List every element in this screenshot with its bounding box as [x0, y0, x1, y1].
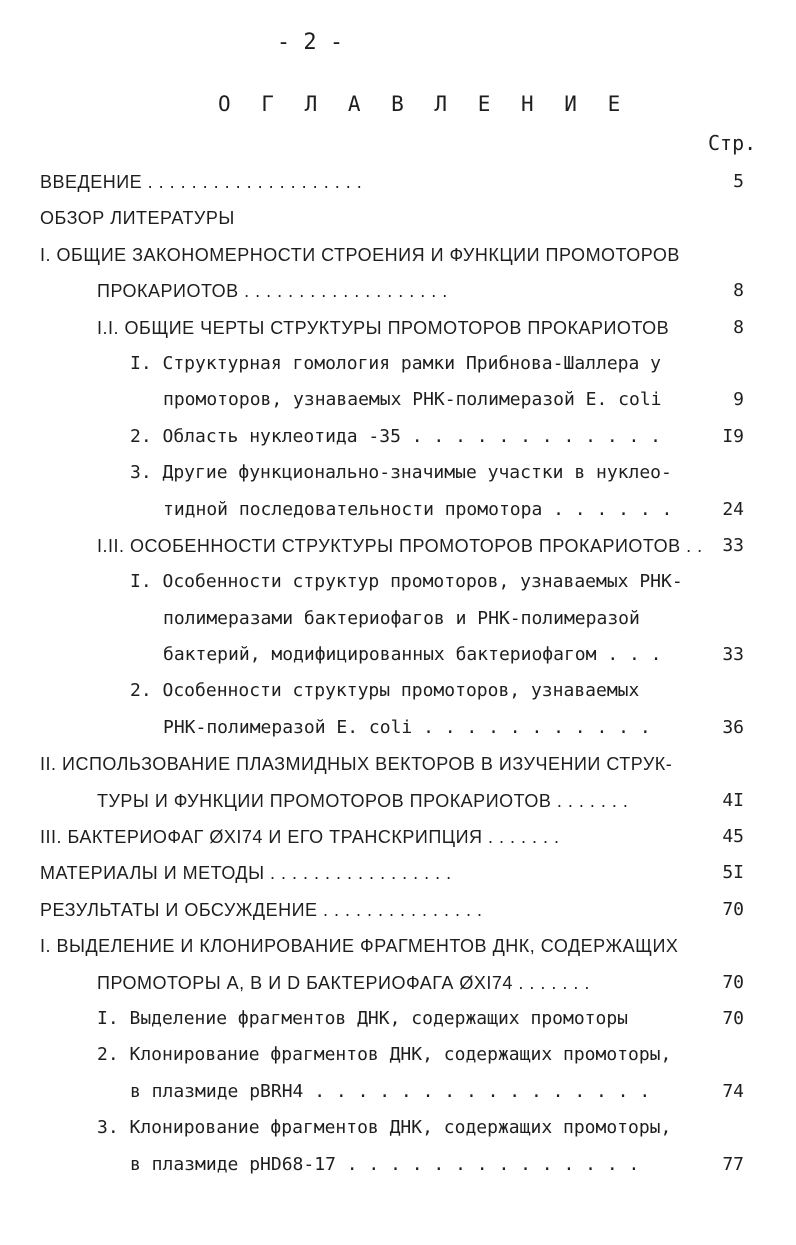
toc-entry-text: 2. Область нуклеотида -35 . . . . . . . . . . . .	[130, 425, 662, 447]
toc-entry-text: I. Структурная гомология рамки Прибнова-Шаллера у	[130, 352, 662, 374]
toc-entry	[0, 637, 796, 673]
toc-entry	[0, 710, 796, 746]
toc-entry-text: III. БАКТЕРИОФАГ ØXI74 И ЕГО ТРАНСКРИПЦИЯ . . . . . . .	[40, 827, 560, 848]
toc-entry-text: ПРОМОТОРЫ A, B И D БАКТЕРИОФАГА ØXI74 . . . . . . .	[97, 972, 590, 993]
toc-entry	[0, 892, 796, 928]
toc-entry-page: 70	[722, 898, 744, 920]
toc-entry-text: I.II. ОСОБЕННОСТИ СТРУКТУРЫ ПРОМОТОРОВ ПРОКАРИОТОВ . .	[97, 535, 703, 556]
toc-entry	[0, 601, 796, 637]
toc-entry	[0, 1147, 796, 1183]
toc-entry-page: 5I	[722, 862, 744, 884]
toc-entry-page: 45	[722, 826, 744, 848]
toc-entry-page: 8	[733, 316, 744, 338]
toc-entry-text: I. Особенности структур промоторов, узнаваемых РНК-	[130, 571, 683, 593]
toc-entry-text: 2. Клонирование фрагментов ДНК, содержащих промоторы,	[97, 1044, 672, 1066]
toc-entry	[0, 237, 796, 273]
toc-entry	[0, 310, 796, 346]
toc-entry-text: РНК-полимеразой E. coli . . . . . . . . . . .	[163, 716, 651, 738]
toc-entry	[0, 673, 796, 709]
toc-entry-text: ТУРЫ И ФУНКЦИИ ПРОМОТОРОВ ПРОКАРИОТОВ . . . . . . .	[97, 790, 629, 811]
toc-entry-text: РЕЗУЛЬТАТЫ И ОБСУЖДЕНИЕ . . . . . . . . . . . . . . .	[40, 899, 483, 920]
toc-entry	[0, 783, 796, 819]
toc-entry	[0, 1074, 796, 1110]
toc-entry	[0, 746, 796, 782]
page-column-label: Стр.	[708, 131, 757, 155]
toc-entry-text: ВВЕДЕНИЕ . . . . . . . . . . . . . . . . . . . .	[40, 172, 363, 192]
toc-entry	[0, 528, 796, 564]
toc-entry	[0, 455, 796, 491]
toc-entry	[0, 564, 796, 600]
toc-entry-page: 9	[733, 389, 744, 411]
toc-entry-text: I. Выделение фрагментов ДНК, содержащих промоторы	[97, 1007, 629, 1029]
toc-entry-text: 3. Другие функционально-значимые участки в нуклео-	[130, 462, 672, 484]
toc-entry-page: 33	[722, 644, 744, 666]
toc-entry-page: 36	[722, 716, 744, 738]
toc-entry	[0, 928, 796, 964]
toc-entry-text: промоторов, узнаваемых РНК-полимеразой E. coli	[163, 389, 662, 411]
toc-entry-page: 33	[722, 534, 744, 556]
toc-entry-page: 70	[722, 1007, 744, 1029]
toc-entry-page: I9	[722, 425, 744, 447]
toc-entry-page: 70	[722, 971, 744, 993]
toc-entry	[0, 855, 796, 891]
toc-entry	[0, 346, 796, 382]
toc-entry-text: полимеразами бактериофагов и РНК-полимеразой	[163, 607, 640, 629]
toc-entry-page: 77	[722, 1153, 744, 1175]
toc-entry	[0, 200, 796, 236]
toc-entry-page: 4I	[722, 789, 744, 811]
toc-entry	[0, 419, 796, 455]
toc-entry-text: ОБЗОР ЛИТЕРАТУРЫ	[40, 208, 235, 229]
toc-entry-text: МАТЕРИАЛЫ И МЕТОДЫ . . . . . . . . . . . . . . . . .	[40, 863, 452, 884]
toc-entry-text: в плазмиде pBRH4 . . . . . . . . . . . . . . . .	[130, 1080, 651, 1102]
toc-entry-page: 5	[733, 171, 744, 192]
toc-entry-text: в плазмиде pHD68-17 . . . . . . . . . . . . . .	[130, 1153, 640, 1175]
toc-entry	[0, 382, 796, 418]
toc-entry	[0, 819, 796, 855]
toc-entry-text: 3. Клонирование фрагментов ДНК, содержащих промоторы,	[97, 1117, 672, 1139]
toc-entry-text: ПРОКАРИОТОВ . . . . . . . . . . . . . . . . . . .	[97, 281, 448, 302]
toc-entry	[0, 1001, 796, 1037]
table-of-contents	[0, 164, 796, 1183]
toc-entry-text: бактерий, модифицированных бактериофагом . . .	[163, 644, 662, 666]
toc-entry	[0, 1110, 796, 1146]
toc-entry-text: II. ИСПОЛЬЗОВАНИЕ ПЛАЗМИДНЫХ ВЕКТОРОВ В ИЗУЧЕНИИ СТРУК-	[40, 754, 673, 775]
toc-entry	[0, 492, 796, 528]
toc-entry-page: 8	[733, 280, 744, 302]
toc-entry-page: 24	[722, 498, 744, 520]
page-number: - 2 -	[276, 30, 344, 55]
toc-entry-page: 74	[722, 1080, 744, 1102]
toc-entry-text: 2. Особенности структуры промоторов, узнаваемых	[130, 680, 640, 702]
toc-entry-text: I.I. ОБЩИЕ ЧЕРТЫ СТРУКТУРЫ ПРОМОТОРОВ ПРОКАРИОТОВ	[97, 317, 670, 338]
toc-entry-text: I. ОБЩИЕ ЗАКОНОМЕРНОСТИ СТРОЕНИЯ И ФУНКЦИИ ПРОМОТОРОВ	[40, 244, 680, 265]
toc-entry	[0, 164, 796, 200]
toc-entry-text: тидной последовательности промотора . . . . . .	[163, 498, 673, 520]
toc-entry-text: I. ВЫДЕЛЕНИЕ И КЛОНИРОВАНИЕ ФРАГМЕНТОВ ДНК, СОДЕРЖАЩИХ	[40, 936, 679, 957]
toc-entry	[0, 1037, 796, 1073]
toc-entry	[0, 273, 796, 309]
toc-entry	[0, 965, 796, 1001]
page-title: О Г Л А В Л Е Н И Е	[218, 92, 630, 116]
